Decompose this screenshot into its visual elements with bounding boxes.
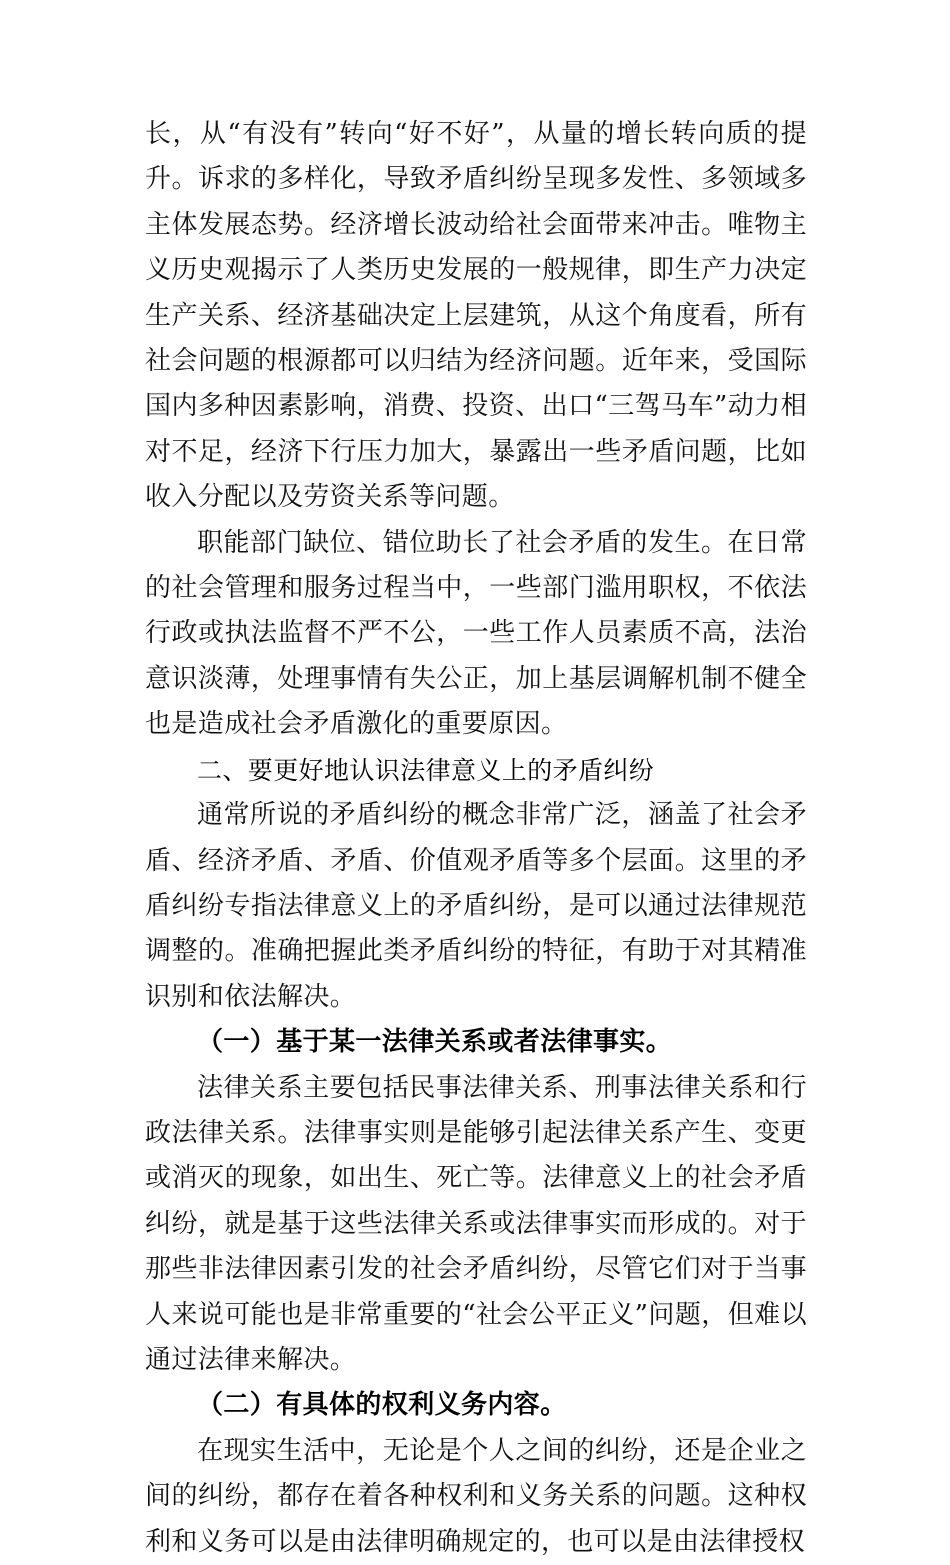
subheading-legal-relation: （一）基于某一法律关系或者法律事实。 <box>197 1027 673 1058</box>
paragraph-dispute-concept: 通常所说的矛盾纠纷的概念非常广泛，涵盖了社会矛盾、经济矛盾、矛盾、价值观矛盾等多个层面。这里的矛盾纠纷专指法律意义上的矛盾纠纷，是可以通过法律规范调整的。准确把握此类矛盾纠纷的特征，有助于对其精准识别和依法解决。 <box>145 800 807 1012</box>
paragraph-rights-obligations: 在现实生活中，无论是个人之间的纠纷，还是企业之间的纠纷，都存在着各种权利和义务关系的问题。这种权利和义务可以是由法律明确规定的，也可以是由法律授权 <box>145 1435 807 1557</box>
paragraph-department-failures: 职能部门缺位、错位助长了社会矛盾的发生。在日常的社会管理和服务过程当中，一些部门滥用职权，不依法行政或执法监督不严不公，一些工作人员素质不高，法治意识淡薄，处理事情有失公正，加上基层调解机制不健全也是造成社会矛盾激化的重要原因。 <box>145 527 807 740</box>
document-page <box>145 112 807 1565</box>
subheading-rights-obligations: （二）有具体的权利义务内容。 <box>197 1390 567 1421</box>
paragraph-legal-relations: 法律关系主要包括民事法律关系、刑事法律关系和行政法律关系。法律事实则是能够引起法律关系产生、变更或消灭的现象，如出生、死亡等。法律意义上的社会矛盾纠纷，就是基于这些法律关系或法律事实而形成的。对于那些非法律因素引发的社会矛盾纠纷，尽管它们对于当事人来说可能也是非常重要的“社会公平正义”问题，但难以通过法律来解决。 <box>145 1072 807 1375</box>
section-heading-2: 二、要更好地认识法律意义上的矛盾纠纷 <box>197 755 655 785</box>
paragraph-economic-causes: 长，从“有没有”转向“好不好”，从量的增长转向质的提升。诉求的多样化，导致矛盾纠纷呈现多发性、多领域多主体发展态势。经济增长波动给社会面带来冲击。唯物主义历史观揭示了人类历史发展的一般规律，即生产力决定生产关系、经济基础决定上层建筑，从这个角度看，所有社会问题的根源都可以归结为经济问题。近年来，受国际国内多种因素影响，消费、投资、出口“三驾马车”动力相对不足，经济下行压力加大，暴露出一些矛盾问题，比如收入分配以及劳资关系等问题。 <box>145 119 807 513</box>
